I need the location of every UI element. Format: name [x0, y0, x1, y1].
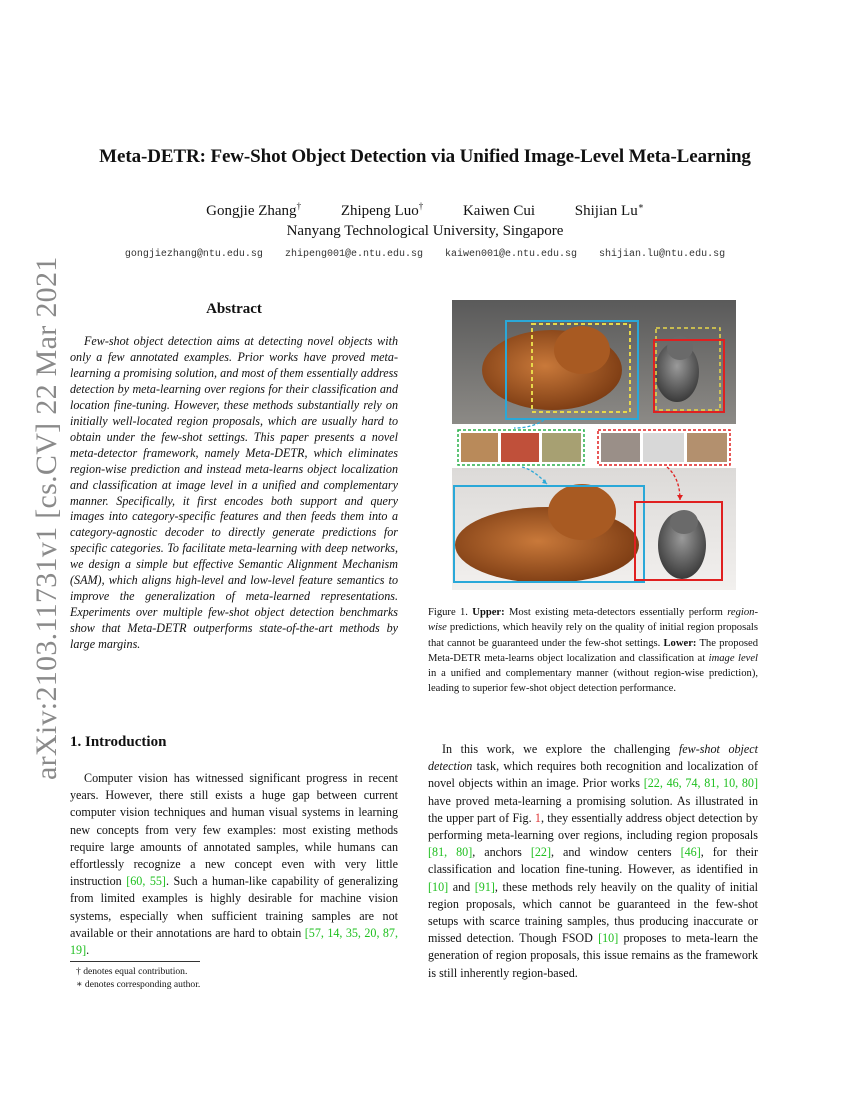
citation-link[interactable]: [60, 55] [126, 874, 166, 889]
citation-link[interactable]: [10] [598, 931, 619, 946]
email[interactable]: shijian.lu@ntu.edu.sg [599, 249, 726, 260]
author: Gongjie Zhang† [206, 201, 302, 219]
support-image [501, 433, 539, 462]
email-list [0, 249, 850, 260]
email[interactable]: kaiwen001@e.ntu.edu.sg [445, 249, 578, 260]
figure-1-illustration [452, 300, 736, 590]
citation-link[interactable]: [10] [428, 879, 449, 894]
support-image [601, 433, 640, 462]
dog-photo [554, 326, 610, 374]
citation-link[interactable]: [81, 80] [428, 845, 473, 860]
section-heading-introduction: 1. Introduction [70, 734, 167, 750]
footnote: ∗ denotes corresponding author. [76, 979, 201, 990]
abstract-text: Few-shot object detection aims at detecting novel objects with only a few annotated examples. Prior works have proved meta-learning a promising solution, and most of them essentially address detection by meta-learning over regions for their classification and location fine-tuning. However, these methods substantially rely on initially well-located region proposals, which are usually hard to obtain under the few-shot settings. This paper presents a novel meta-detector framework, namely Meta-DETR, which eliminates region-wise prediction and instead meta-learns object localization and classification at image level in a unified and complementary manner. Specifically, it first encodes both support and query images into category-specific features and then feeds them into a category-agnostic decoder to directly generate predictions for specific categories. To facilitate meta-learning with deep networks, we design a simple but effective Semantic Alignment Mechanism (SAM), which aligns high-level and low-level feature semantics to improve the generalization of meta-learned representations. Experiments over multiple few-shot object detection benchmarks show that Meta-DETR outperforms state-of-the-art methods by large margins. [70, 334, 398, 652]
lower-panel [452, 467, 736, 590]
footnotes [76, 965, 200, 991]
abstract-heading: Abstract [206, 301, 262, 317]
support-examples-row [458, 430, 730, 465]
support-image [461, 433, 498, 462]
footnote: † denotes equal contribution. [76, 966, 188, 977]
citation-link[interactable]: [22, 46, 74, 81, 10, 80] [643, 776, 758, 791]
citation-link[interactable]: [57, 14, 35, 20, 87, 19] [70, 925, 398, 958]
email[interactable]: zhipeng001@e.ntu.edu.sg [284, 249, 423, 260]
dog-photo [548, 484, 616, 540]
cat-photo [670, 510, 698, 534]
footnote-divider [70, 961, 200, 962]
intro-paragraph: Computer vision has witnessed significant progress in recent years. However, there still exists a huge gap between current computer vision techniques and human visual systems in learning new concepts from very few examples: most existing methods require large amounts of annotated samples, while humans can effortlessly recognize a new concept even with very little instruction [60, 55]. Such a human-like capability of generalizing from limited examples is highly desirable for machine vision systems, especially when sufficient training samples are not available or their annotations are hard to obtain [57, 14, 35, 20, 87, 19]. [70, 771, 398, 958]
support-image [687, 433, 727, 462]
intro-paragraph: In this work, we explore the challenging few-shot object detection task, which requires both recognition and localization of novel objects within an image. Prior works [22, 46, 74, 81, 10, 80] have proved meta-learning a promising solution. As illustrated in the upper part of Fig. 1, they essentially address object detection by performing meta-learning over regions, including region proposals [81, 80], anchors [22], and window centers [46], for their classification and location fine-tuning. However, as identified in [10] and [91], these methods rely heavily on the quality of initial region proposals, which cannot be guaranteed in the few-shot setups with scarce training samples, thus producing inaccurate or missed detection. Though FSOD [10] proposes to meta-learn the generation of region proposals, this issue remains as the framework is still inherently region-based. [428, 742, 759, 980]
email[interactable]: gongjiezhang@ntu.edu.sg [124, 249, 263, 260]
affiliation: Nanyang Technological University, Singapore [286, 223, 564, 239]
author: Zhipeng Luo† [340, 201, 424, 219]
author-list [0, 201, 850, 220]
author: Shijian Lu∗ [574, 201, 644, 219]
paper-title: Meta-DETR: Few-Shot Object Detection via Unified Image-Level Meta-Learning [99, 146, 751, 167]
citation-link[interactable]: [22] [530, 845, 551, 860]
support-image [542, 433, 581, 462]
author: Kaiwen Cui [462, 203, 536, 219]
figure-ref-link[interactable]: 1 [534, 810, 541, 825]
citation-link[interactable]: [91] [474, 879, 495, 894]
arxiv-stamp: arXiv:2103.11731v1 [cs.CV] 22 Mar 2021 [30, 256, 63, 780]
figure-1-caption: Figure 1. Upper: Most existing meta-detectors essentially perform region-wise predictions, which heavily rely on the quality of initial region proposals that cannot be guaranteed under the few-shot settings. Lower: The proposed Meta-DETR meta-learns object localization and classification at image level in a unified and complementary manner (without region-wise prediction), leading to superior few-shot object detection performance. [428, 607, 758, 695]
support-image [643, 433, 684, 462]
citation-link[interactable]: [46] [680, 845, 701, 860]
upper-panel [452, 300, 736, 428]
